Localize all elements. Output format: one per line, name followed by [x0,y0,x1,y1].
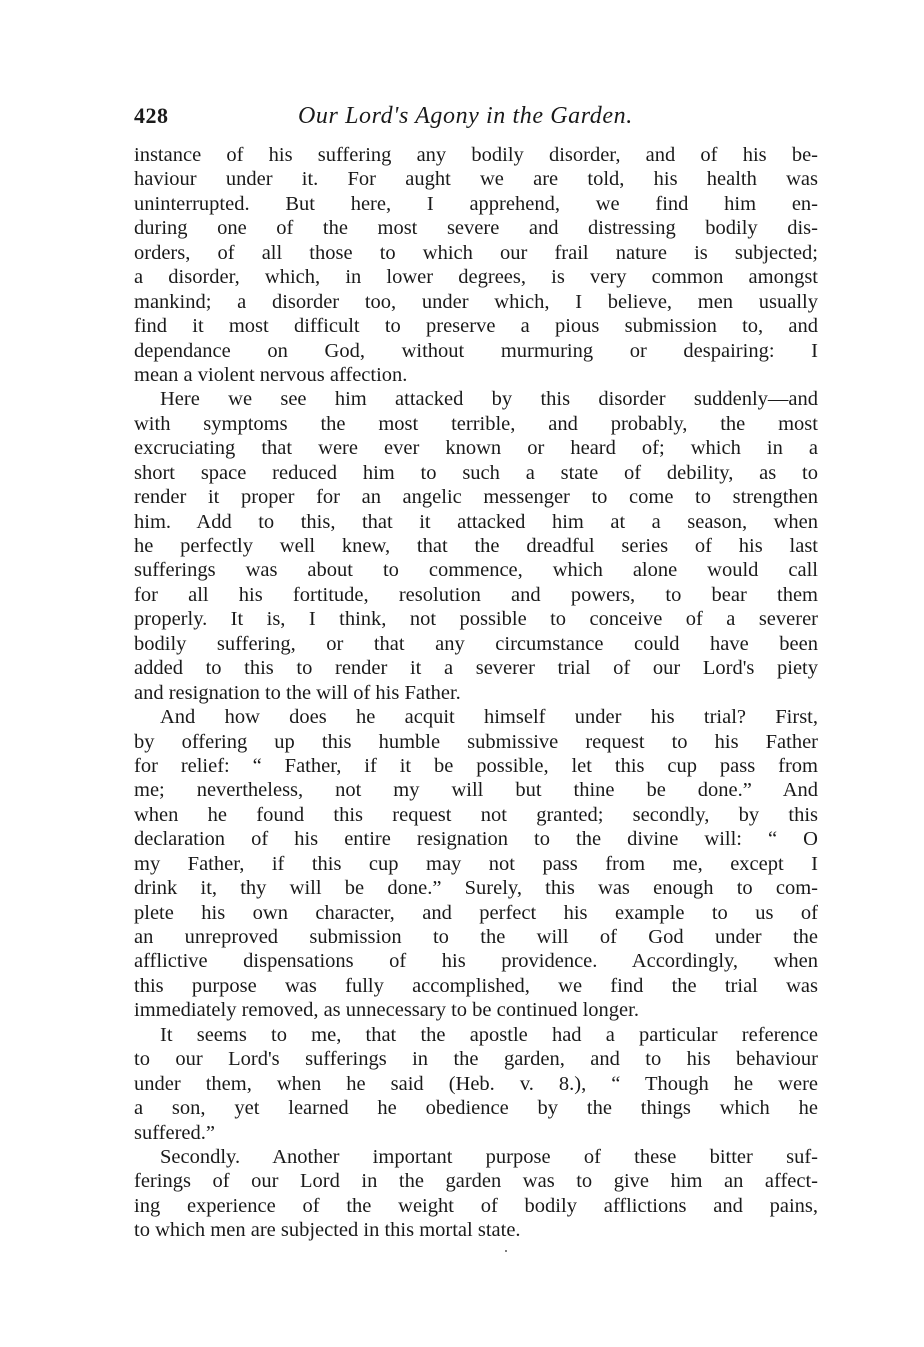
text-line: plete his own character, and perfect his example to us of [134,901,818,924]
text-line: him. Add to this, that it attacked him at a season, when [134,510,818,533]
text-line: instance of his suffering any bodily disorder, and of his be- [134,144,818,166]
text-line: me; nevertheless, not my will but thine be done.” And [134,779,818,802]
print-speck [505,1250,507,1252]
text-line: during one of the most severe and distressing bodily dis- [134,217,818,240]
text-line: uninterrupted. But here, I apprehend, we find him en- [134,192,818,215]
text-line: find it most difficult to preserve a pious submission to, and [134,315,818,338]
text-line: Secondly. Another important purpose of these bitter suf- [160,1145,818,1168]
text-line: with symptoms the most terrible, and probably, the most [134,412,818,435]
text-line: when he found this request not granted; secondly, by this [134,803,818,826]
text-line: sufferings was about to commence, which alone would call [134,559,818,582]
text-line: properly. It is, I think, not possible to conceive of a severer [134,608,818,631]
text-line: he perfectly well knew, that the dreadful series of his last [134,535,818,557]
text-line: mean a violent nervous affection. [134,363,408,386]
text-line: by offering up this humble submissive request to his Father [134,730,818,753]
text-line: declaration of his entire resignation to the divine will: “ O [134,828,818,851]
text-line: excruciating that were ever known or heard of; which in a [134,437,818,460]
text-line: render it proper for an angelic messenger to come to strengthen [134,486,818,509]
text-line: short space reduced him to such a state of debility, as to [134,461,818,484]
text-line: my Father, if this cup may not pass from me, except I [134,852,818,875]
page-number: 428 [134,103,169,128]
running-title: Our Lord's Agony in the Garden. [298,103,633,129]
text-line: ferings of our Lord in the garden was to give him an affect- [134,1170,818,1193]
text-line: And how does he acquit himself under his trial? First, [160,706,818,729]
text-line: and resignation to the will of his Father. [134,681,461,704]
body-text [134,143,818,1243]
text-line: a disorder, which, in lower degrees, is very common amongst [134,266,818,289]
text-line: added to this to render it a severer trial of our Lord's piety [134,657,818,680]
text-line: under them, when he said (Heb. v. 8.), “ Though he were [134,1072,818,1095]
paragraph-5 [134,1145,818,1243]
text-line: a son, yet learned he obedience by the things which he [134,1097,818,1120]
text-line: to our Lord's sufferings in the garden, and to his behaviour [134,1048,818,1071]
text-line: an unreproved submission to the will of God under the [134,926,818,948]
text-line: haviour under it. For aught we are told, his health was [134,168,818,191]
text-line: ing experience of the weight of bodily afflictions and pains, [134,1194,818,1217]
text-line: It seems to me, that the apostle had a particular reference [160,1023,818,1046]
text-line: bodily suffering, or that any circumstance could have been [134,632,818,655]
text-line: immediately removed, as unnecessary to be continued longer. [134,999,639,1022]
text-line: for relief: “ Father, if it be possible, let this cup pass from [134,754,818,777]
text-line: dependance on God, without murmuring or despairing: I [134,339,818,362]
paragraph-1 [134,143,818,387]
text-line: to which men are subjected in this mortal state. [134,1219,521,1242]
text-line: Here we see him attacked by this disorder suddenly—and [160,388,818,411]
text-line: this purpose was fully accomplished, we find the trial was [134,974,818,997]
text-line: afflictive dispensations of his providence. Accordingly, when [134,950,818,973]
text-line: mankind; a disorder too, under which, I believe, men usually [134,290,818,313]
paragraph-2 [134,387,818,705]
text-line: for all his fortitude, resolution and powers, to bear them [134,583,818,606]
text-line: drink it, thy will be done.” Surely, this was enough to com- [134,877,818,900]
paragraph-4 [134,1023,818,1145]
text-line: suffered.” [134,1121,216,1144]
text-line: orders, of all those to which our frail nature is subjected; [134,241,818,264]
paragraph-3 [134,705,818,1023]
running-head [134,103,818,135]
